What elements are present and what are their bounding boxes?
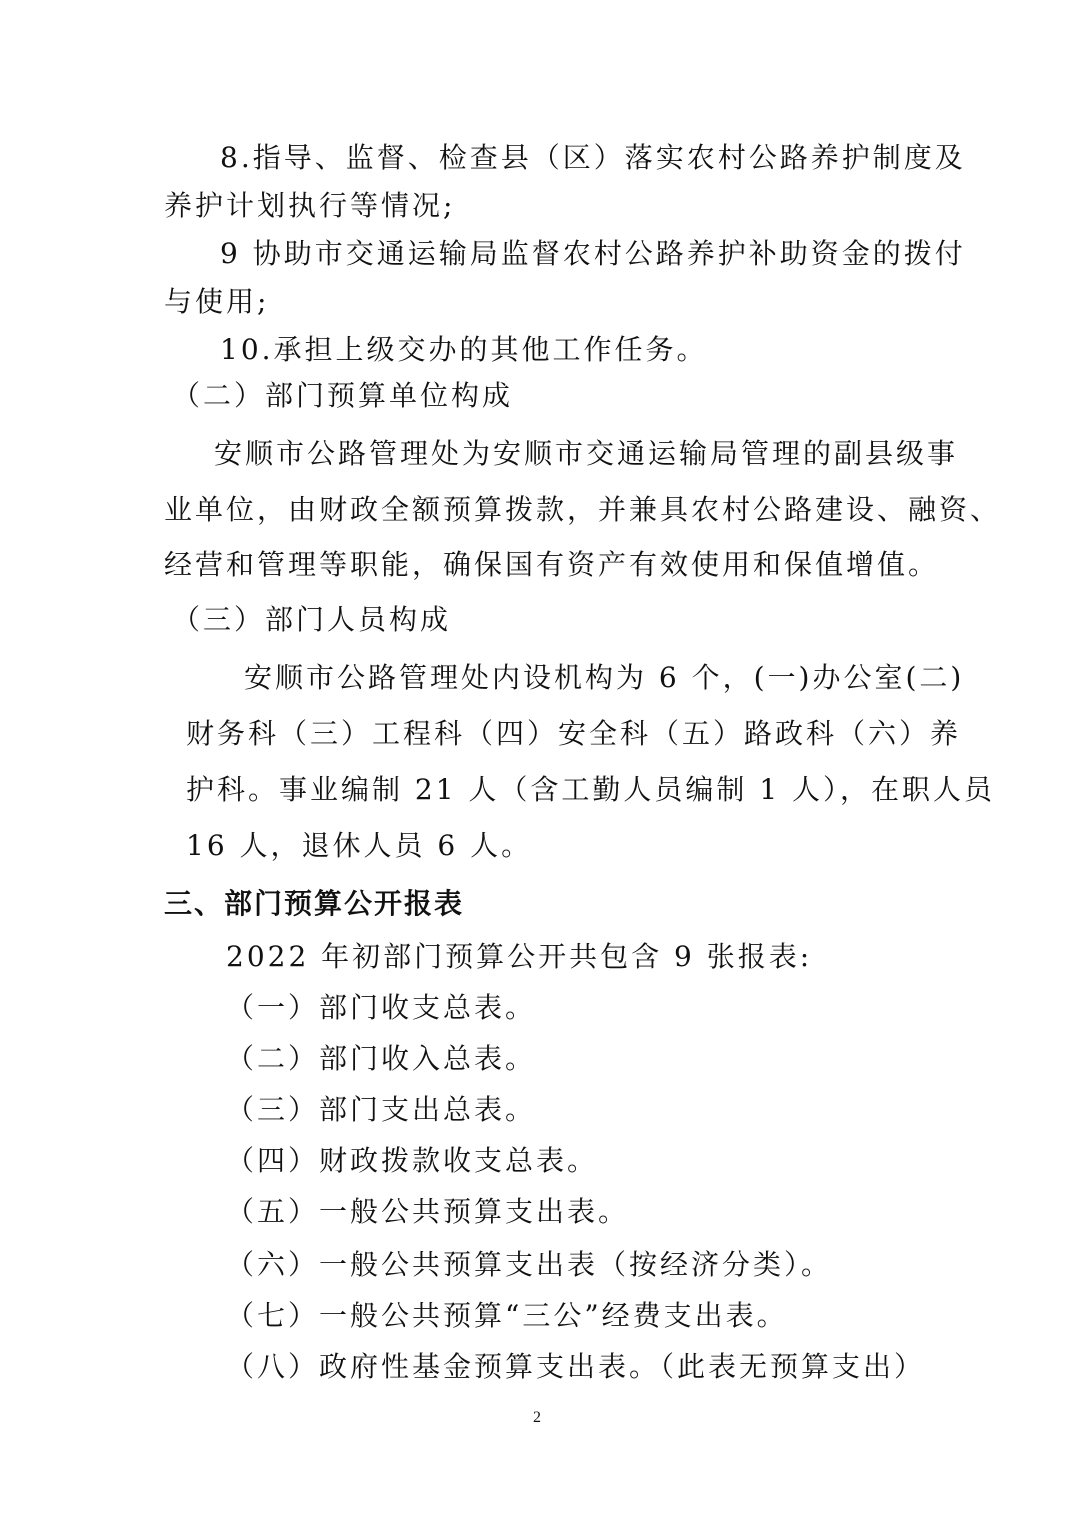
text-line: 经营和管理等职能，确保国有资产有效使用和保值增值。: [164, 548, 940, 581]
list-item: （五）一般公共预算支出表。: [226, 1195, 630, 1228]
text-line: 9 协助市交通运输局监督农村公路养护补助资金的拨付: [220, 237, 966, 270]
list-item: （八）政府性基金预算支出表。（此表无预算支出）: [226, 1350, 926, 1383]
list-item: （三）部门支出总表。: [226, 1093, 537, 1126]
text-line: 财务科（三）工程科（四）安全科（五）路政科（六）养: [186, 717, 962, 750]
text-line: 安顺市公路管理处内设机构为 6 个，(一)办公室(二): [244, 661, 965, 694]
text-line: 养护计划执行等情况;: [164, 189, 456, 222]
page-number: 2: [533, 1409, 541, 1426]
text-line: 2022 年初部门预算公开共包含 9 张报表:: [226, 940, 813, 973]
list-item: （二）部门收入总表。: [226, 1042, 537, 1075]
section-subheading: （二）部门预算单位构成: [172, 379, 514, 412]
list-item: （六）一般公共预算支出表（按经济分类）。: [226, 1248, 833, 1281]
list-item: （一）部门收支总表。: [226, 991, 537, 1024]
list-item: （七）一般公共预算“三公”经费支出表。: [226, 1299, 788, 1332]
text-line: 16 人，退休人员 6 人。: [186, 829, 533, 862]
text-line: 安顺市公路管理处为安顺市交通运输局管理的副县级事: [214, 437, 959, 470]
text-line: 10.承担上级交办的其他工作任务。: [220, 333, 708, 366]
section-subheading: （三）部门人员构成: [172, 603, 452, 636]
text-line: 与使用;: [164, 285, 270, 318]
list-item: （四）财政拨款收支总表。: [226, 1144, 599, 1177]
section-heading: 三、部门预算公开报表: [164, 887, 465, 920]
text-line: 护科。事业编制 21 人（含工勤人员编制 1 人），在职人员: [186, 773, 996, 806]
text-line: 业单位，由财政全额预算拨款，并兼具农村公路建设、融资、: [164, 493, 1002, 526]
text-line: 8.指导、监督、检查县（区）落实农村公路养护制度及: [220, 141, 966, 174]
